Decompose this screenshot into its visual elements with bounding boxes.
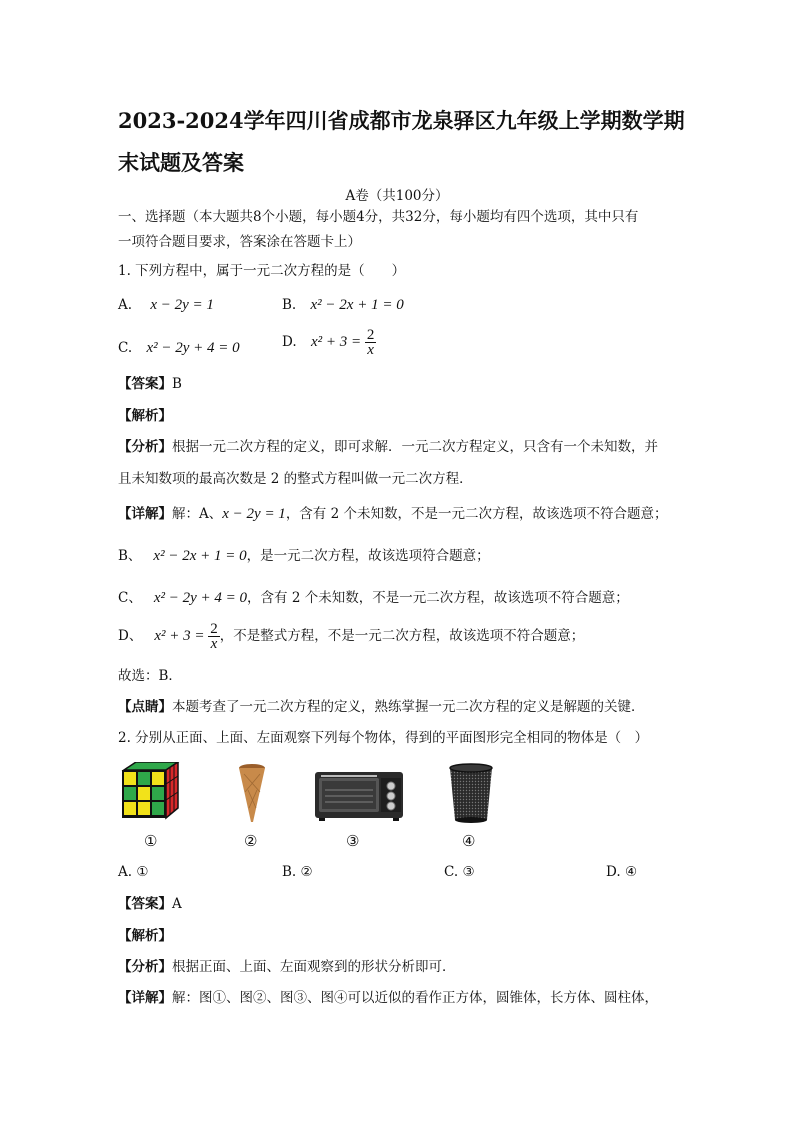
- q1-option-c-expr: x² − 2y + 4 = 0: [146, 340, 240, 356]
- page-title: [118, 100, 698, 184]
- figure-label-2: ②: [244, 832, 258, 850]
- q2-fenxi: 【分析】根据正面、上面、左面观察到的形状分析即可．: [118, 959, 456, 975]
- q1-stem: 1. 下列方程中，属于一元二次方程的是（ ）: [118, 263, 406, 279]
- section-intro-2: 一项符合题目要求，答案涂在答题卡上）: [118, 234, 361, 250]
- figure-label-4: ④: [462, 832, 476, 850]
- title-line-1: 2023-2024学年四川省成都市龙泉驿区九年级上学期数学期: [118, 108, 685, 133]
- title-line-2: 末试题及答案: [118, 150, 244, 175]
- q1-option-c: C. x² − 2y + 4 = 0: [118, 340, 240, 356]
- q2-option-a: A. ①: [118, 864, 149, 880]
- q1-option-b: B. x² − 2x + 1 = 0: [282, 297, 404, 313]
- figure-label-3: ③: [346, 832, 360, 850]
- q1-detail-d: D、 x² + 3 = $\frac{2}{x}$ ，不是整式方程，不是一元二次方程，故该选项不符合题意；: [118, 621, 585, 652]
- section-heading: A卷（共100分）: [345, 188, 449, 204]
- q1-answer: 【答案】B: [118, 376, 182, 392]
- section-intro-1: 一、选择题（本大题共8个小题，每小题4分，共32分，每小题均有四个选项，其中只有: [118, 209, 639, 225]
- q1-detail-a: 【详解】解：A、x − 2y = 1，含有 2 个未知数，不是一元二次方程，故该选项不符合题意；: [118, 506, 668, 522]
- q1-option-a-expr: x − 2y = 1: [150, 297, 214, 313]
- q1-detail-d-fraction: $\frac{2}{x}$: [210, 621, 218, 652]
- q1-conclusion: 故选：B．: [118, 668, 182, 684]
- mesh-wastebasket-icon: [447, 762, 495, 824]
- q1-option-a: A. x − 2y = 1: [118, 297, 214, 313]
- q1-detail-b: B、 x² − 2x + 1 = 0，是一元二次方程，故该选项符合题意；: [118, 548, 490, 564]
- q1-analysis-tag: 【解析】: [118, 408, 172, 424]
- q1-option-d: D. x² + 3 = $\frac{2}{x}$: [282, 327, 375, 358]
- figure-label-1: ①: [144, 832, 158, 850]
- q2-detail: 【详解】解：图①、图②、图③、图④可以近似的看作正方体，圆锥体，长方体、圆柱体，: [118, 990, 658, 1006]
- ice-cream-cone-icon: [236, 762, 268, 824]
- rubiks-cube-icon: [118, 762, 184, 824]
- q2-option-b: B. ②: [282, 864, 313, 880]
- q2-answer: 【答案】A: [118, 896, 182, 912]
- q1-fenxi-2: 且未知数项的最高次数是 2 的整式方程叫做一元二次方程．: [118, 471, 473, 487]
- q1-dianjing: 【点睛】本题考查了一元二次方程的定义，熟练掌握一元二次方程的定义是解题的关键．: [118, 699, 645, 715]
- q1-option-d-fraction: $\frac{2}{x}$: [366, 327, 375, 358]
- q2-stem: 2. 分别从正面、上面、左面观察下列每个物体，得到的平面图形完全相同的物体是（ ）: [118, 730, 649, 746]
- toaster-oven-icon: [313, 770, 405, 822]
- q1-option-b-expr: x² − 2x + 1 = 0: [310, 297, 404, 313]
- q2-analysis-tag: 【解析】: [118, 928, 172, 944]
- q2-option-d: D. ④: [606, 864, 638, 880]
- q2-option-c: C. ③: [444, 864, 475, 880]
- q1-fenxi-1: 【分析】根据一元二次方程的定义，即可求解．一元二次方程定义，只含有一个未知数，并: [118, 439, 658, 455]
- q1-detail-c: C、 x² − 2y + 4 = 0，含有 2 个未知数，不是一元二次方程，故该选项不符合题意；: [118, 590, 629, 606]
